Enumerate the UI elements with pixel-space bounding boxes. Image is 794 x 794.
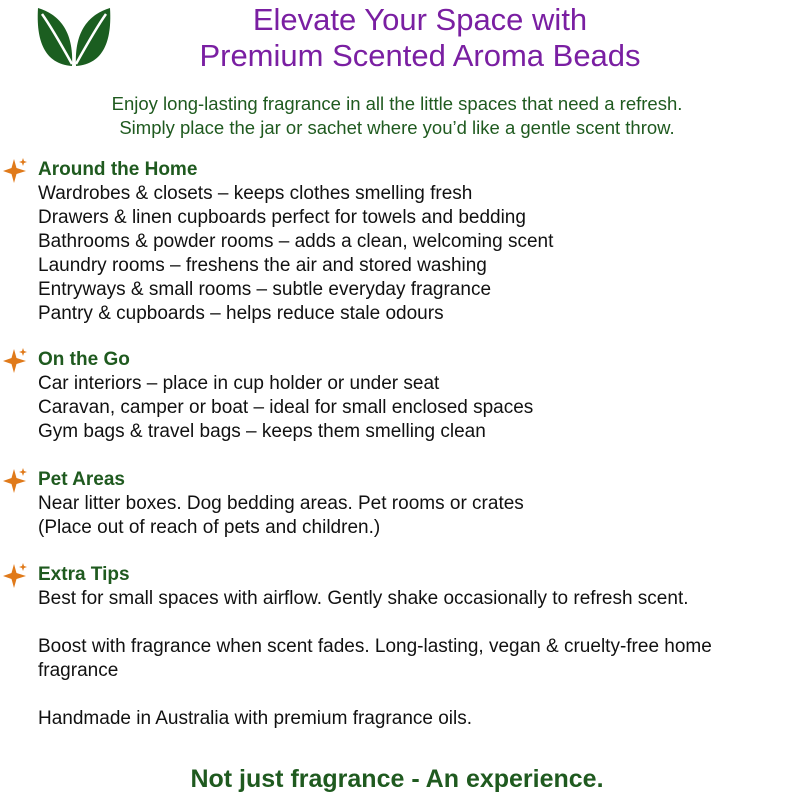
list-item: Gym bags & travel bags – keeps them smelling clean bbox=[38, 421, 486, 442]
list-item: Laundry rooms – freshens the air and stored washing bbox=[38, 255, 487, 276]
title-line-1: Elevate Your Space with bbox=[252, 2, 588, 37]
section-list bbox=[38, 372, 533, 444]
sparkle-icon bbox=[2, 468, 28, 494]
intro-line-2: Simply place the jar or sachet where you’d like a gentle scent throw. bbox=[119, 117, 675, 138]
list-item: Near litter boxes. Dog bedding areas. Pet rooms or crates bbox=[38, 493, 524, 514]
tip-paragraph: Boost with fragrance when scent fades. Long-lasting, vegan & cruelty-free home fragrance bbox=[38, 636, 712, 681]
sparkle-icon bbox=[2, 158, 28, 184]
section-title: On the Go bbox=[38, 349, 130, 370]
section-paragraphs bbox=[38, 587, 788, 755]
section-list bbox=[38, 182, 553, 326]
leaves-icon bbox=[36, 6, 112, 68]
sparkle-icon bbox=[2, 563, 28, 589]
section-title: Around the Home bbox=[38, 159, 198, 180]
footer-tagline: Not just fragrance - An experience. bbox=[190, 765, 604, 793]
section-title: Pet Areas bbox=[38, 469, 125, 490]
title-line-2: Premium Scented Aroma Beads bbox=[199, 38, 641, 73]
list-item: Wardrobes & closets – keeps clothes smelling fresh bbox=[38, 183, 473, 204]
list-item: Pantry & cupboards – helps reduce stale odours bbox=[38, 303, 444, 324]
list-item: Caravan, camper or boat – ideal for small enclosed spaces bbox=[38, 397, 534, 418]
list-item: Entryways & small rooms – subtle everyday fragrance bbox=[38, 279, 492, 300]
intro-line-1: Enjoy long-lasting fragrance in all the little spaces that need a refresh. bbox=[111, 93, 683, 114]
page-title bbox=[120, 2, 720, 74]
section-title: Extra Tips bbox=[38, 564, 130, 585]
sparkle-icon bbox=[2, 348, 28, 374]
list-item: Car interiors – place in cup holder or under seat bbox=[38, 373, 440, 394]
section-list bbox=[38, 492, 524, 540]
list-item: (Place out of reach of pets and children.) bbox=[38, 517, 381, 538]
tip-paragraph: Handmade in Australia with premium fragrance oils. bbox=[38, 708, 473, 729]
tip-paragraph: Best for small spaces with airflow. Gently shake occasionally to refresh scent. bbox=[38, 588, 689, 609]
list-item: Bathrooms & powder rooms – adds a clean, welcoming scent bbox=[38, 231, 554, 252]
intro-text bbox=[0, 92, 794, 140]
list-item: Drawers & linen cupboards perfect for towels and bedding bbox=[38, 207, 526, 228]
